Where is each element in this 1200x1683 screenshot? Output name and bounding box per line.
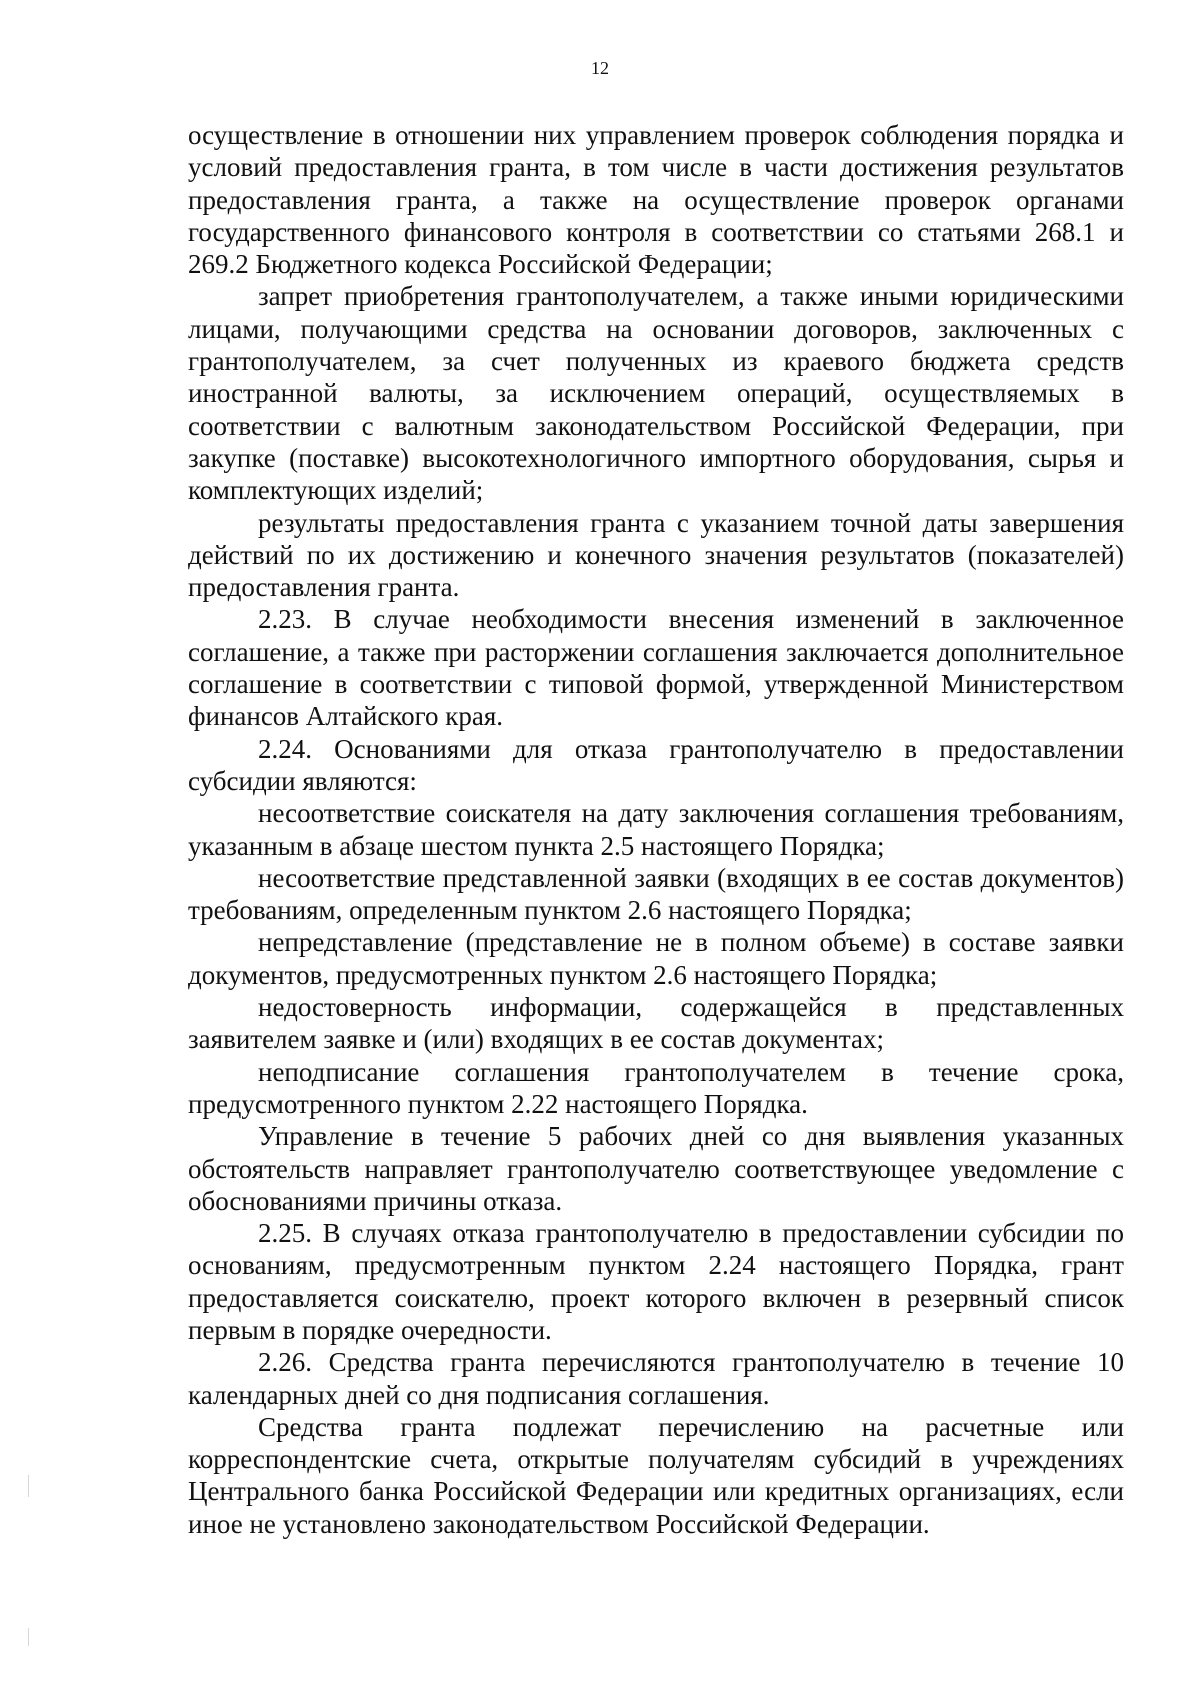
paragraph: недостоверность информации, содержащейся в представленных заявителем заявке и (или) входящих в ее состав документах; xyxy=(188,992,1124,1055)
paragraph: 2.26. Средства гранта перечисляются грантополучателю в течение 10 календарных дней со дня подписания соглашения. xyxy=(188,1347,1124,1410)
paragraph: 2.25. В случаях отказа грантополучателю в предоставлении субсидии по основаниям, предусмотренным пунктом 2.24 настоящего Порядка, грант предоставляется соискателю, проект которого включен в резервный список первым в порядке очередности. xyxy=(188,1218,1124,1345)
paragraph: Средства гранта подлежат перечислению на расчетные или корреспондентские счета, открытые получателям субсидий в учреждениях Центрального банка Российской Федерации или кредитных организациях, если иное не установлено законодательством Российской Федерации. xyxy=(188,1411,1124,1539)
paragraph: осуществление в отношении них управлением проверок соблюдения порядка и условий предоставления гранта, в том числе в части достижения результатов предоставления гранта, а также на осуществление проверок органами государственного финансового контроля в соответствии со статьями 268.1 и 269.2 Бюджетного кодекса Российской Федерации; xyxy=(188,120,1124,280)
scan-margin-mark xyxy=(28,1475,29,1497)
scan-margin-mark xyxy=(28,1628,29,1646)
paragraph: 2.23. В случае необходимости внесения изменений в заключенное соглашение, а также при расторжении соглашения заключается дополнительное соглашение в соответствии с типовой формой, утвержденной Министерством финансов Алтайского края. xyxy=(188,604,1124,732)
paragraph: непредставление (представление не в полном объеме) в составе заявки документов, предусмотренных пунктом 2.6 настоящего Порядка; xyxy=(188,927,1124,990)
paragraph: запрет приобретения грантополучателем, а также иными юридическими лицами, получающими средства на основании договоров, заключенных с грантополучателем, за счет полученных из краевого бюджета средств иностранной валюты, за исключением операций, осуществляемых в соответствии с валютным законодательством Российской Федерации, при закупке (поставке) высокотехнологичного импортного оборудования, сырья и комплектующих изделий; xyxy=(188,281,1124,506)
paragraph: несоответствие представленной заявки (входящих в ее состав документов) требованиям, определенным пунктом 2.6 настоящего Порядка; xyxy=(188,862,1124,926)
document-body xyxy=(188,119,1124,1540)
page-number: 12 xyxy=(591,58,609,78)
paragraph: Управление в течение 5 рабочих дней со дня выявления указанных обстоятельств направляет грантополучателю соответствующее уведомление с обоснованиями причины отказа. xyxy=(188,1121,1124,1216)
paragraph: результаты предоставления гранта с указанием точной даты завершения действий по их достижению и конечного значения результатов (показателей) предоставления гранта. xyxy=(188,507,1124,603)
paragraph: несоответствие соискателя на дату заключения соглашения требованиям, указанным в абзаце шестом пункта 2.5 настоящего Порядка; xyxy=(188,798,1124,861)
paragraph: неподписание соглашения грантополучателем в течение срока, предусмотренного пунктом 2.22 настоящего Порядка. xyxy=(188,1056,1124,1119)
paragraph: 2.24. Основаниями для отказа грантополучателю в предоставлении субсидии являются: xyxy=(188,733,1124,796)
